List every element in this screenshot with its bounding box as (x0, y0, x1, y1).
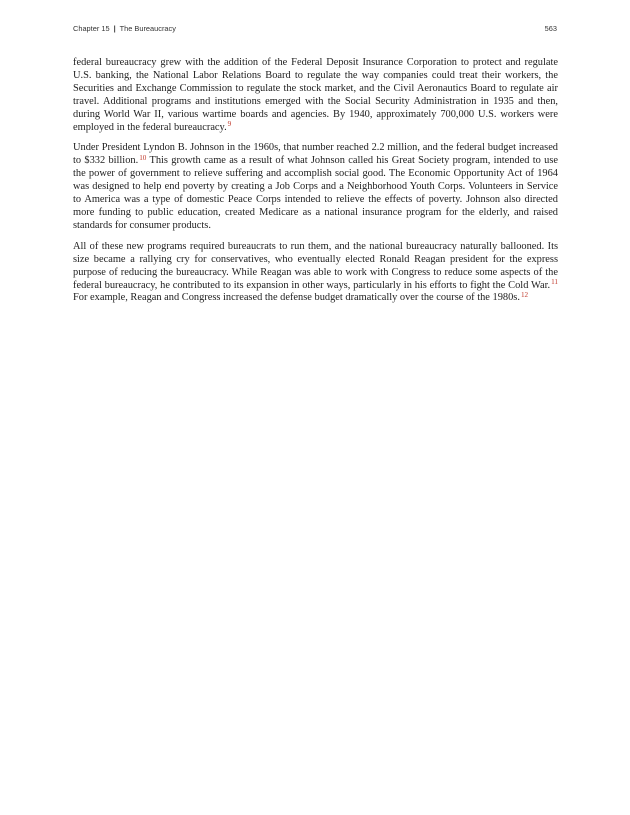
paragraph-text: For example, Reagan and Congress increased the defense budget dramatically over the course of the 1980s. (73, 292, 520, 304)
footnote-ref[interactable]: 10 (139, 153, 147, 162)
paragraph-2 (73, 142, 558, 232)
paragraph-text: Under President Lyndon B. Johnson in the 1960s, that number reached 2.2 million, and the federal budget increased to $332 billion. (73, 142, 558, 167)
footnote-ref[interactable]: 11 (551, 278, 558, 286)
paragraph-1 (73, 57, 558, 134)
paragraph-text: This growth came as a result of what Johnson called his Great Society program, intended to use the power of government to relieve suffering and accomplish social good. The Economic Opportunity Act of 1964 was designed to help end poverty by creating a Job Corps and a Neighborhood Youth Corps. Volunteers in Service to America was a type of domestic Peace Corps intended to relieve the effects of poverty. Johnson also directed more funding to public education, created Medicare as a national insurance program for the elderly, and raised standards for consumer products. (73, 155, 558, 231)
paragraph-text: All of these new programs required bureaucrats to run them, and the national bureaucracy naturally ballooned. Its size became a rallying cry for conservatives, who eventually elected Ronald Reagan president for the express purpose of reducing the bureaucracy. While Reagan was able to work with Congress to reduce some aspects of the federal bureaucracy, he contributed to its expansion in other ways, particularly in his efforts to fight the Cold War. (73, 240, 558, 291)
chapter-number: Chapter 15 (73, 24, 110, 33)
header-separator: | (113, 24, 116, 33)
footnote-ref[interactable]: 12 (520, 290, 529, 299)
section-title: The Bureaucracy (119, 24, 176, 33)
paragraph-3 (73, 241, 558, 306)
page-number: 563 (544, 24, 557, 33)
body-text (73, 57, 558, 313)
running-header (73, 24, 557, 36)
paragraph-text: federal bureaucracy grew with the addition of the Federal Deposit Insurance Corporation to protect and regulate U.S. banking, the National Labor Relations Board to regulate the way companies could treat their workers, the Securities and Exchange Commission to regulate the stock market, and the Civil Aeronautics Board to regulate air travel. Additional programs and institutions emerged with the Social Security Administration in 1935 and then, during World War II, various wartime boards and agencies. By 1940, approximately 700,000 U.S. workers were employed in the federal bureaucracy. (73, 57, 558, 133)
footnote-ref[interactable]: 9 (227, 120, 232, 129)
chapter-title (73, 24, 176, 33)
